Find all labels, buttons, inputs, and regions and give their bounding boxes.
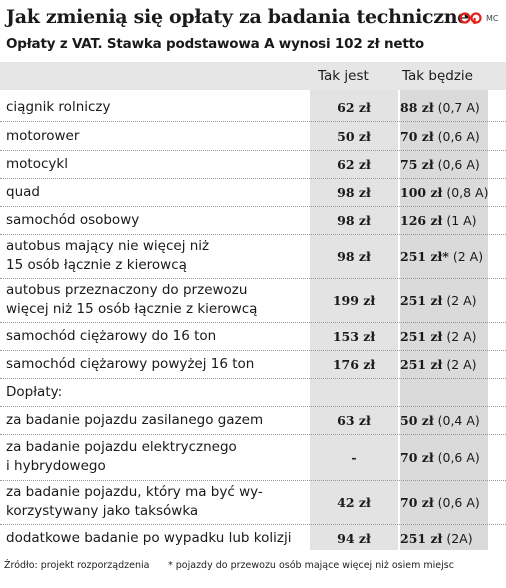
page-title: Jak zmienią się opłaty za badania techniczne <box>6 6 470 28</box>
source-note: Źródło: projekt rozporządzenia <box>4 560 150 571</box>
row-label-line: i hybrydowego <box>6 458 106 474</box>
row-label <box>6 281 257 319</box>
row-label <box>6 211 139 230</box>
new-fee-amount: 70 zł <box>400 450 434 465</box>
new-fee-amount: 75 zł <box>400 157 434 172</box>
column-header-new: Tak będzie <box>402 68 473 84</box>
row-label-line: autobus przeznaczony do przewozu <box>6 282 248 298</box>
row-label-line: korzystywany jako taksówka <box>6 503 199 519</box>
table-row <box>0 434 506 480</box>
row-label <box>6 127 79 146</box>
row-label-line: Dopłaty: <box>6 384 63 400</box>
table-row <box>0 322 506 350</box>
row-label-line: za badanie pojazdu elektrycznego <box>6 439 237 455</box>
table-row <box>0 206 506 234</box>
row-label <box>6 98 111 117</box>
table-row <box>0 350 506 378</box>
new-fee-amount: 88 zł <box>400 100 434 115</box>
new-fee-amount: 126 zł <box>400 213 443 228</box>
new-fee-multiplier: (2 A) <box>442 329 477 344</box>
new-fee-multiplier: (2 A) <box>442 357 477 372</box>
current-fee: 62 zł <box>337 157 371 172</box>
new-fee-amount: 251 zł <box>400 293 443 308</box>
footnote: * pojazdy do przewozu osób mające więcej niż osiem miejsc <box>168 560 454 571</box>
table-row <box>0 93 506 121</box>
new-fee <box>400 327 500 346</box>
current-fee: 62 zł <box>337 100 371 115</box>
table-row <box>0 278 506 322</box>
table-row <box>0 150 506 178</box>
row-label-line: quad <box>6 184 40 200</box>
new-fee <box>400 355 500 374</box>
current-fee: 94 zł <box>337 531 371 546</box>
new-fee-multiplier: (0,4 A) <box>433 413 480 428</box>
current-fee: 199 zł <box>332 293 376 308</box>
row-label <box>6 327 216 346</box>
new-fee-amount: 100 zł <box>400 185 443 200</box>
new-fee-amount: 251 zł <box>400 531 443 546</box>
new-fee-multiplier: (0,6 A) <box>433 450 480 465</box>
new-fee <box>400 493 500 512</box>
current-fee: 50 zł <box>337 129 371 144</box>
row-label-line: dodatkowe badanie po wypadku lub kolizji <box>6 530 292 546</box>
table-row <box>0 234 506 278</box>
table-row <box>0 524 506 552</box>
new-fee <box>400 183 500 202</box>
row-label-line: za badanie pojazdu zasilanego gazem <box>6 412 264 428</box>
new-fee-multiplier: (2A) <box>442 531 473 546</box>
new-fee <box>400 211 500 230</box>
row-label <box>6 438 237 476</box>
new-fee-amount: 251 zł <box>400 357 443 372</box>
row-label <box>6 237 209 275</box>
current-fee: - <box>351 450 357 465</box>
row-label <box>6 383 62 402</box>
new-fee-amount: 70 zł <box>400 495 434 510</box>
table-row <box>0 406 506 434</box>
new-fee-amount: 50 zł <box>400 413 434 428</box>
table-row <box>0 378 506 406</box>
new-fee-multiplier: (0,6 A) <box>433 129 480 144</box>
row-label <box>6 483 263 521</box>
column-header-current: Tak jest <box>318 68 369 84</box>
new-fee-multiplier: (2 A) <box>442 293 477 308</box>
row-label-line: samochód ciężarowy do 16 ton <box>6 328 217 344</box>
new-fee <box>400 98 500 117</box>
row-label-line: za badanie pojazdu, który ma być wy- <box>6 484 263 500</box>
new-fee-multiplier: (0,6 A) <box>433 495 480 510</box>
row-label <box>6 529 291 548</box>
new-fee-multiplier: (0,6 A) <box>433 157 480 172</box>
table-row <box>0 480 506 524</box>
new-fee-multiplier: (1 A) <box>442 213 477 228</box>
row-label-line: samochód osobowy <box>6 212 140 228</box>
current-fee: 98 zł <box>337 185 371 200</box>
new-fee <box>400 448 500 467</box>
current-fee: 63 zł <box>337 413 371 428</box>
new-fee-multiplier: (0,8 A) <box>442 185 489 200</box>
current-fee: 98 zł <box>337 213 371 228</box>
new-fee-amount: 251 zł <box>400 329 443 344</box>
row-label-line: motocykl <box>6 156 68 172</box>
new-fee <box>400 247 500 266</box>
new-fee-multiplier: (2 A) <box>448 249 484 264</box>
current-fee: 176 zł <box>332 357 376 372</box>
row-label-line: 15 osób łącznie z kierowcą <box>6 257 187 273</box>
new-fee-amount: 251 zł* <box>400 249 449 264</box>
author-initials: MC <box>486 14 499 23</box>
page-subtitle: Opłaty z VAT. Stawka podstawowa A wynosi 102 zł netto <box>6 36 424 52</box>
new-fee <box>400 411 500 430</box>
row-label <box>6 155 68 174</box>
row-label-line: więcej niż 15 osób łącznie z kierowcą <box>6 301 258 317</box>
row-label <box>6 411 263 430</box>
row-label-line: autobus mający nie więcej niż <box>6 238 210 254</box>
new-fee-multiplier: (0,7 A) <box>433 100 480 115</box>
row-label-line: samochód ciężarowy powyżej 16 ton <box>6 356 255 372</box>
new-fee <box>400 291 500 310</box>
current-fee: 98 zł <box>337 249 371 264</box>
table-row <box>0 122 506 150</box>
new-fee <box>400 127 500 146</box>
dgp-logo-icon <box>459 12 483 24</box>
row-label-line: ciągnik rolniczy <box>6 99 111 115</box>
table-row <box>0 178 506 206</box>
current-fee: 42 zł <box>337 495 371 510</box>
new-fee <box>400 155 500 174</box>
row-label <box>6 183 40 202</box>
new-fee <box>400 529 500 548</box>
row-label <box>6 355 254 374</box>
current-fee: 153 zł <box>332 329 376 344</box>
new-fee-amount: 70 zł <box>400 129 434 144</box>
row-label-line: motorower <box>6 128 80 144</box>
